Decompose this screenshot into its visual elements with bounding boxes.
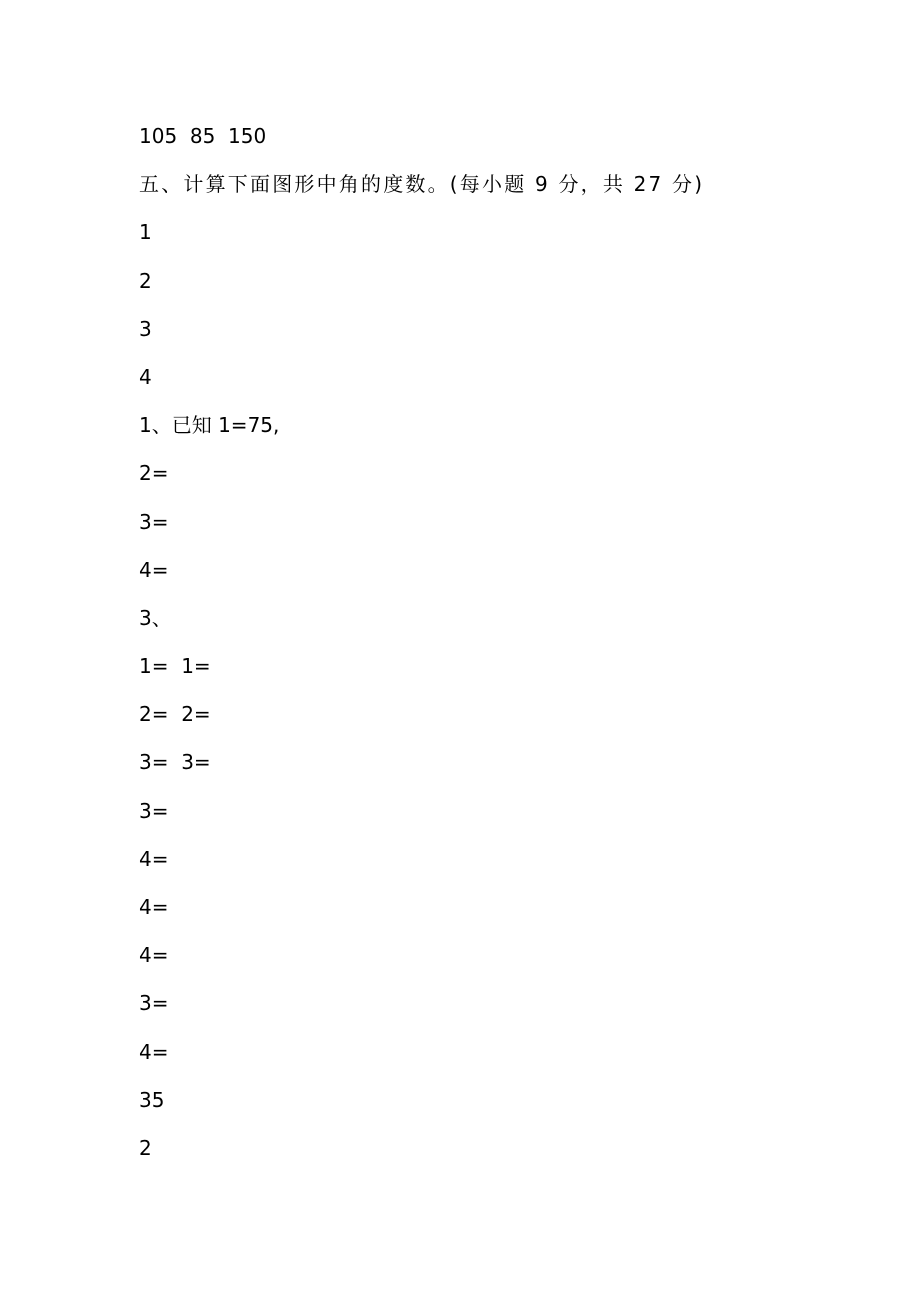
answer-line: 2= 2=: [139, 702, 211, 727]
answer-line: 3=: [139, 798, 169, 823]
section-five-heading: 五、计算下面图形中角的度数。(每小题 9 分，共 27 分): [139, 172, 705, 197]
answer-values-line: 105 85 150: [139, 124, 267, 148]
angle-value-label: 35: [139, 1087, 165, 1112]
answer-line: 4=: [139, 846, 169, 871]
question-1-text: 1、已知 1=75,: [139, 413, 280, 438]
angle-label-1: 1: [139, 220, 152, 245]
angle-label-3: 3: [139, 316, 152, 341]
answer-line: 3=: [139, 509, 169, 534]
question-3-text: 3、: [139, 605, 172, 630]
answer-line: 2=: [139, 461, 169, 486]
angle-label: 2: [139, 1135, 152, 1160]
answer-line: 3=: [139, 991, 169, 1016]
answer-line: 1= 1=: [139, 654, 211, 679]
answer-line: 4=: [139, 895, 169, 919]
answer-line: 3= 3=: [139, 750, 211, 775]
answer-line: 4=: [139, 557, 169, 582]
angle-label-4: 4: [139, 364, 152, 389]
angle-label-2: 2: [139, 268, 152, 293]
document-body: [139, 118, 839, 1178]
answer-line: 4=: [139, 1039, 169, 1064]
answer-line: 4=: [139, 943, 169, 968]
